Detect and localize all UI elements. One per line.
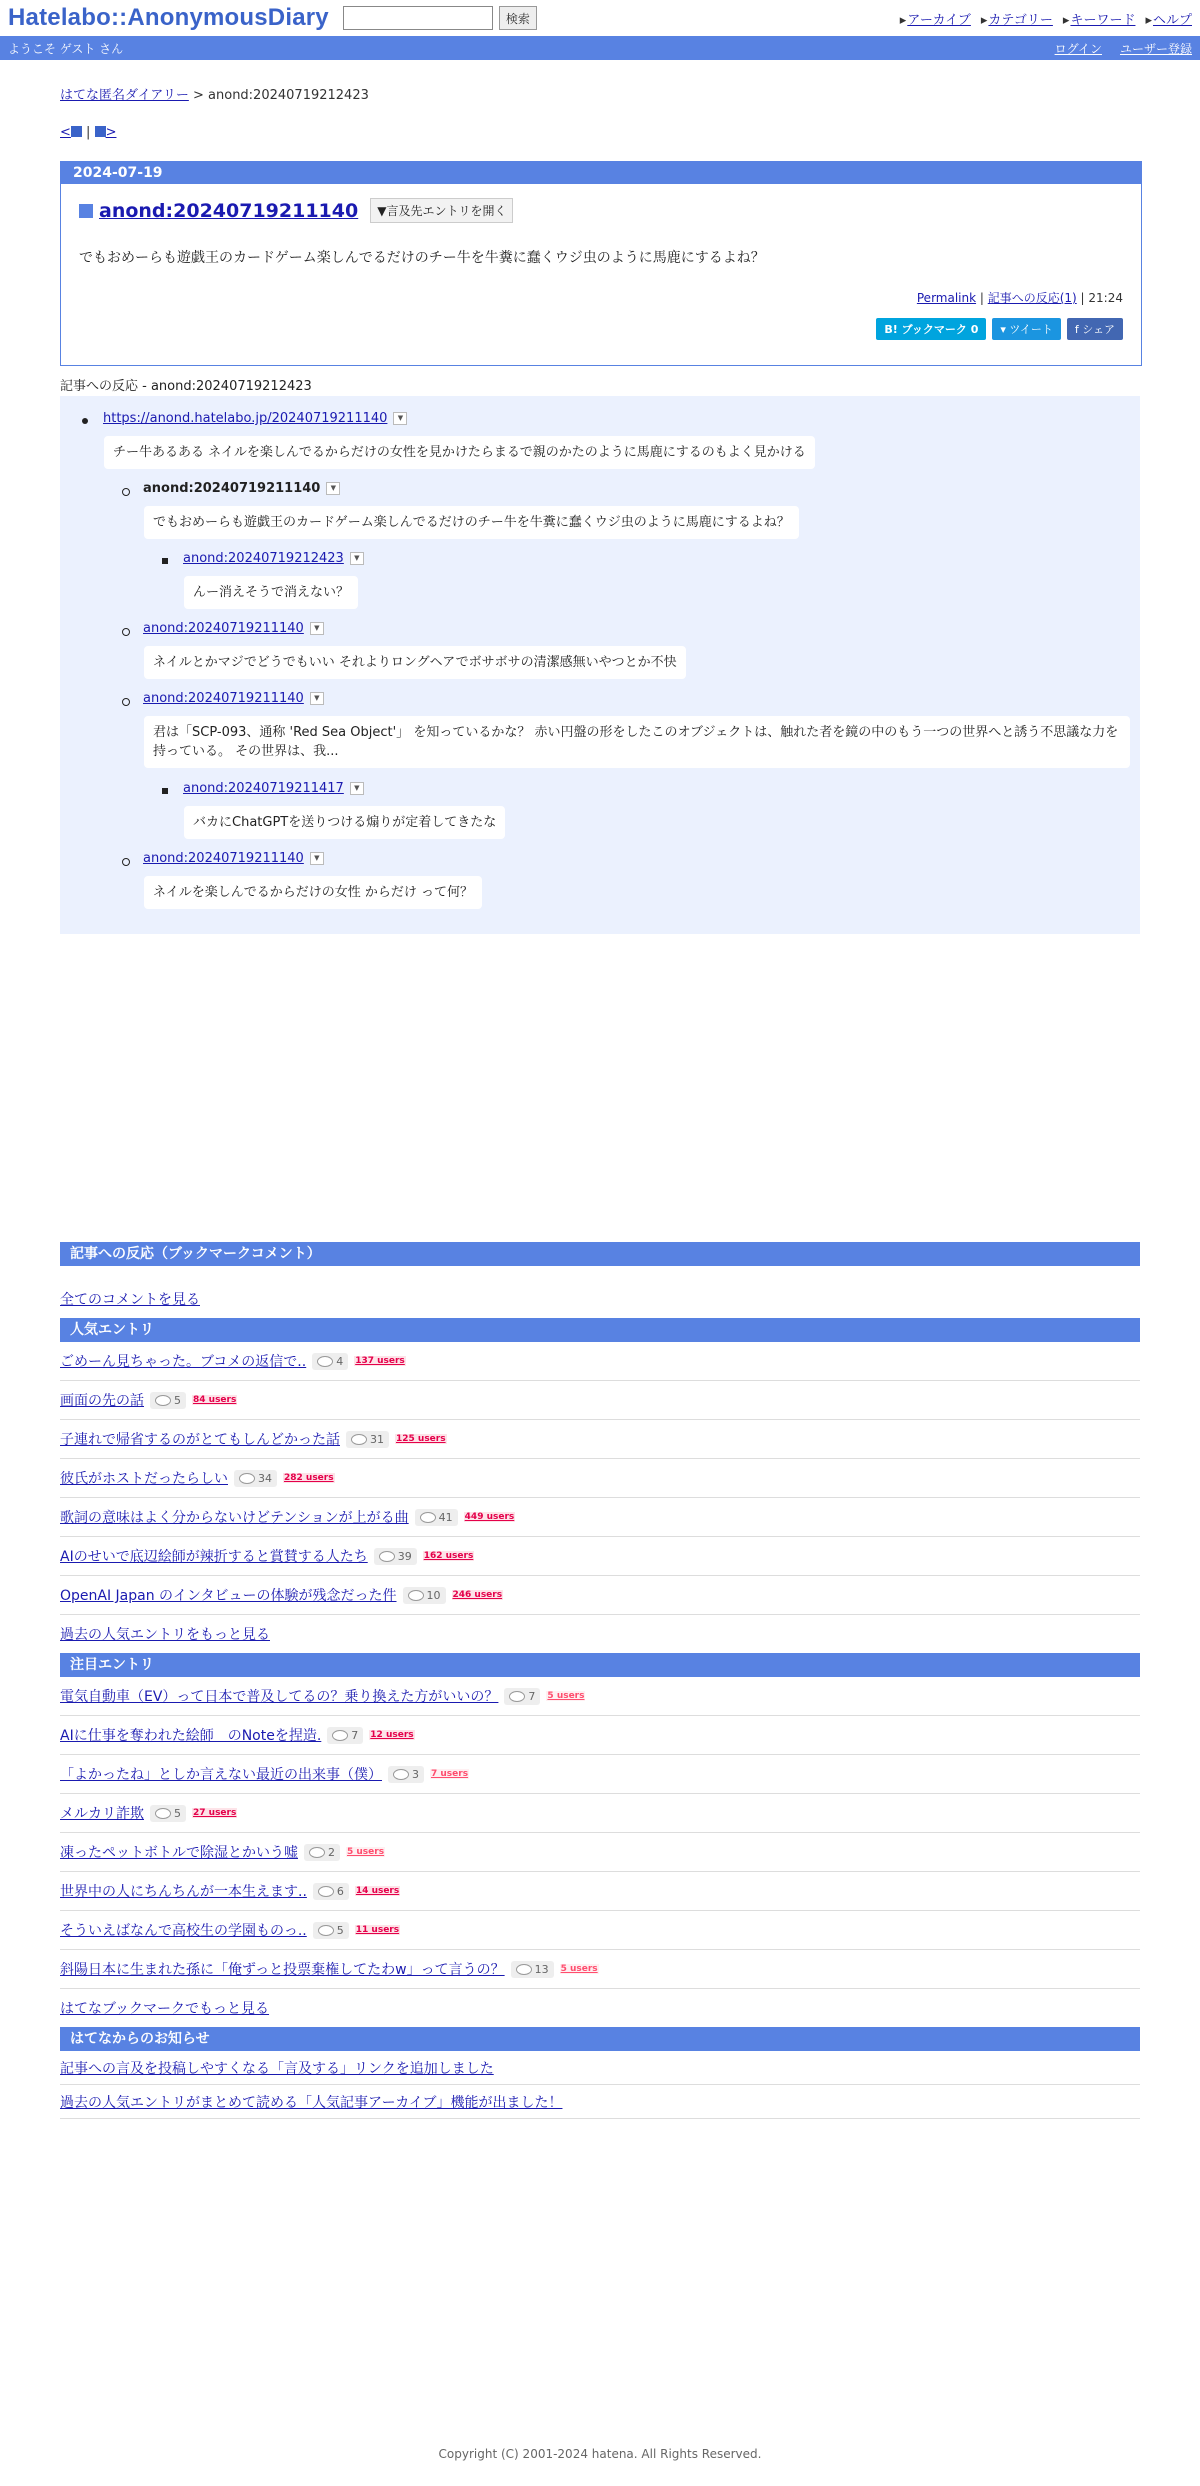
reaction-current-label: anond:20240719211140 bbox=[143, 481, 321, 496]
entry-list-item bbox=[60, 1381, 1140, 1420]
comment-bubble-icon bbox=[379, 1551, 395, 1562]
entry-list-link[interactable]: 彼氏がホストだったらしい bbox=[60, 1471, 228, 1487]
comment-count-value: 31 bbox=[370, 1432, 384, 1446]
bullet-circle bbox=[122, 628, 130, 636]
news-header: はてなからのお知らせ bbox=[60, 2027, 1140, 2051]
nav-help-link[interactable]: ▸ ヘルプ bbox=[1145, 9, 1192, 28]
reaction-item bbox=[143, 851, 324, 866]
entry-list-link[interactable]: AIに仕事を奪われた絵師 のNoteを捏造. bbox=[60, 1728, 322, 1744]
bullet-circle bbox=[122, 488, 130, 496]
entry-pager: < | > bbox=[60, 125, 117, 140]
reaction-link[interactable]: anond:20240719211140 bbox=[143, 621, 304, 636]
nav-keyword-link[interactable]: ▸ キーワード bbox=[1063, 9, 1136, 28]
comment-count-value: 13 bbox=[534, 1962, 549, 1976]
comment-count-value: 41 bbox=[438, 1510, 453, 1524]
comment-bubble-icon bbox=[420, 1512, 436, 1523]
nav-archive-link[interactable]: ▸ アーカイブ bbox=[900, 9, 971, 28]
comment-count[interactable] bbox=[312, 1353, 348, 1370]
prev-entry-link[interactable]: < bbox=[60, 125, 82, 140]
dropdown-icon[interactable]: ▼ bbox=[350, 782, 364, 795]
reaction-text: でもおめーらも遊戯王のカードゲーム楽しんでるだけのチー牛を牛糞に蠢くウジ虫のように馬鹿にするよね？ bbox=[144, 506, 799, 539]
entry-list-link[interactable]: OpenAI Japan のインタビューの体験が残念だった件 bbox=[60, 1588, 397, 1604]
entry-list-link[interactable]: ごめーん見ちゃった。ブコメの返信で.. bbox=[60, 1354, 307, 1370]
entry-list-item bbox=[60, 1537, 1140, 1576]
entry-box bbox=[60, 161, 1142, 366]
bullet-square bbox=[162, 558, 168, 564]
breadcrumb-home-link[interactable]: はてな匿名ダイアリー bbox=[60, 88, 189, 103]
entry-meta: Permalink | 記事への反応(1) | 21:24 bbox=[916, 291, 1123, 305]
comment-bubble-icon bbox=[351, 1434, 367, 1445]
entry-list-item bbox=[60, 1872, 1140, 1911]
entry-list-item bbox=[60, 1459, 1140, 1498]
comment-count[interactable] bbox=[511, 1961, 554, 1978]
tweet-button[interactable]: ▾ ツイート bbox=[992, 318, 1060, 340]
comment-count-value: 39 bbox=[397, 1549, 412, 1563]
entry-title-link[interactable]: anond:20240719211140 bbox=[99, 199, 359, 222]
comment-count-value: 10 bbox=[426, 1588, 441, 1602]
comment-count-value: 5 bbox=[174, 1393, 181, 1407]
bookmark-users-badge[interactable]: 11 users bbox=[355, 1925, 400, 1935]
comment-bubble-icon bbox=[318, 1925, 334, 1936]
dropdown-icon[interactable]: ▼ bbox=[393, 412, 407, 425]
comment-count[interactable] bbox=[403, 1587, 446, 1604]
all-comments-link[interactable]: 全てのコメントを見る bbox=[60, 1292, 200, 1308]
reaction-item bbox=[183, 781, 364, 796]
hatena-bookmark-button[interactable]: B! ブックマーク 0 bbox=[876, 318, 986, 340]
featured-entries-list bbox=[60, 1677, 1140, 1989]
comment-count[interactable] bbox=[150, 1392, 186, 1409]
entry-list-item bbox=[60, 1498, 1140, 1537]
comment-count[interactable] bbox=[504, 1688, 540, 1705]
comment-count[interactable] bbox=[234, 1470, 277, 1487]
permalink-link[interactable]: Permalink bbox=[916, 291, 977, 305]
reaction-item bbox=[183, 551, 364, 566]
comment-bubble-icon bbox=[155, 1395, 171, 1406]
bookmark-users-badge[interactable]: 137 users bbox=[355, 1356, 405, 1366]
reaction-text: 君は「SCP-093、通称 'Red Sea Object'」 を知っているかな？ 赤い円盤の形をしたこのオブジェクトは、触れた者を鏡の中のもう一つの世界へと誘う不思議な力を持っている。 その世界は、我... bbox=[144, 716, 1130, 768]
comment-bubble-icon bbox=[509, 1691, 525, 1702]
bullet-square bbox=[162, 788, 168, 794]
search-button[interactable]: 検索 bbox=[499, 6, 537, 30]
square-icon bbox=[79, 204, 93, 218]
comment-count-value: 6 bbox=[336, 1884, 344, 1898]
popular-entries-header: 人気エントリ bbox=[60, 1318, 1140, 1342]
entry-list-link[interactable]: 世界中の人にちんちんが一本生えます.. bbox=[60, 1884, 307, 1900]
entry-list-link[interactable]: メルカリ詐欺 bbox=[60, 1806, 144, 1822]
reaction-link[interactable]: https://anond.hatelabo.jp/20240719211140 bbox=[103, 411, 388, 426]
news-item bbox=[60, 2085, 1140, 2119]
square-icon bbox=[71, 126, 82, 137]
facebook-icon: f bbox=[1074, 323, 1083, 336]
featured-more-row bbox=[60, 1989, 1140, 2027]
top-nav bbox=[900, 9, 1192, 28]
entry-list-item bbox=[60, 1833, 1140, 1872]
welcome-text: ようこそ ゲスト さん bbox=[8, 41, 124, 56]
entry-time: 21:24 bbox=[1088, 291, 1123, 305]
entry-list-link[interactable]: 「よかったね」としか言えない最近の出来事（僕） bbox=[60, 1767, 382, 1783]
reaction-item bbox=[143, 621, 324, 636]
comment-bubble-icon bbox=[317, 1356, 333, 1367]
comment-count-value: 7 bbox=[351, 1728, 359, 1742]
dropdown-icon[interactable]: ▼ bbox=[310, 692, 324, 705]
bookmark-users-badge[interactable]: 5 users bbox=[547, 1691, 585, 1701]
open-reference-button[interactable]: ▼言及先エントリを開く bbox=[370, 198, 513, 223]
reaction-text: んー消えそうで消えない？ bbox=[184, 576, 358, 609]
reaction-text: チー牛あるある ネイルを楽しんでるからだけの女性を見かけたらまるで親のかたのように馬鹿にするのもよく見かける bbox=[104, 436, 815, 469]
news-link[interactable]: 過去の人気エントリがまとめて読める「人気記事アーカイブ」機能が出ました！ bbox=[60, 2094, 563, 2111]
comment-bubble-icon bbox=[155, 1808, 171, 1819]
entry-list-item bbox=[60, 1716, 1140, 1755]
bullet-circle bbox=[122, 858, 130, 866]
comment-count[interactable] bbox=[313, 1883, 349, 1900]
comment-count[interactable] bbox=[346, 1431, 389, 1448]
breadcrumb-separator: > bbox=[192, 88, 204, 103]
bookmark-users-badge[interactable]: 84 users bbox=[193, 1395, 237, 1405]
comment-count[interactable] bbox=[313, 1922, 349, 1939]
comment-count-value: 34 bbox=[258, 1471, 272, 1485]
comment-bubble-icon bbox=[309, 1847, 325, 1858]
share-buttons bbox=[61, 306, 1141, 356]
bookmark-users-badge[interactable]: 246 users bbox=[452, 1590, 503, 1600]
square-icon bbox=[95, 126, 106, 137]
comment-count[interactable] bbox=[415, 1509, 458, 1526]
bookmark-users-badge[interactable]: 5 users bbox=[560, 1964, 598, 1974]
comment-count-value: 5 bbox=[336, 1923, 344, 1937]
comment-count[interactable] bbox=[374, 1548, 417, 1565]
entry-date: 2024-07-19 bbox=[61, 162, 1141, 184]
entry-list-link[interactable]: そういえばなんで高校生の学園ものっ.. bbox=[60, 1923, 307, 1939]
reactions-link[interactable]: 記事への反応(1) bbox=[987, 291, 1077, 305]
dropdown-icon[interactable]: ▼ bbox=[310, 622, 324, 635]
comment-count-value: 2 bbox=[328, 1845, 335, 1859]
entry-list-item bbox=[60, 1677, 1140, 1716]
facebook-share-button[interactable]: f シェア bbox=[1067, 318, 1123, 340]
twitter-icon: ▾ bbox=[1000, 323, 1010, 336]
comment-count[interactable] bbox=[327, 1727, 363, 1744]
reaction-link[interactable]: anond:20240719211140 bbox=[143, 851, 304, 866]
entry-list-item bbox=[60, 1755, 1140, 1794]
entry-list-link[interactable]: 画面の先の話 bbox=[60, 1393, 144, 1409]
reaction-text: ネイルとかマジでどうでもいい それよりロングヘアでボサボサの清潔感無いやつとか不快 bbox=[144, 646, 686, 679]
next-entry-link[interactable]: > bbox=[95, 125, 117, 140]
entry-list-item bbox=[60, 1950, 1140, 1989]
bullet-disc bbox=[82, 418, 88, 424]
bookmark-users-badge[interactable]: 449 users bbox=[464, 1512, 515, 1522]
bookmark-users-badge[interactable]: 125 users bbox=[396, 1434, 446, 1444]
entry-list-item bbox=[60, 1911, 1140, 1950]
dropdown-icon[interactable]: ▼ bbox=[310, 852, 324, 865]
search-input[interactable] bbox=[343, 6, 493, 30]
bullet-circle bbox=[122, 698, 130, 706]
bookmark-users-badge[interactable]: 27 users bbox=[193, 1808, 237, 1818]
comment-bubble-icon bbox=[516, 1964, 532, 1975]
dropdown-icon[interactable]: ▼ bbox=[326, 482, 340, 495]
entry-list-link[interactable]: 電気自動車（EV）って日本で普及してるの？乗り換えた方がいいの？ bbox=[60, 1689, 499, 1705]
sidebar-sections bbox=[60, 1242, 1140, 2119]
bookmark-users-badge[interactable]: 7 users bbox=[431, 1769, 469, 1779]
nav-category-link[interactable]: ▸ カテゴリー bbox=[981, 9, 1053, 28]
popular-more-link[interactable]: 過去の人気エントリをもっと見る bbox=[60, 1627, 270, 1643]
bookmark-users-badge[interactable]: 282 users bbox=[284, 1473, 334, 1483]
bookmark-comments-header: 記事への反応（ブックマークコメント） bbox=[60, 1242, 1140, 1266]
bookmark-users-badge[interactable]: 162 users bbox=[423, 1551, 474, 1561]
reactions-header: 記事への反応 - anond:20240719212423 bbox=[60, 375, 1140, 397]
comment-count[interactable] bbox=[150, 1805, 186, 1822]
reaction-text: バカにChatGPTを送りつける煽りが定着してきたな bbox=[184, 806, 505, 839]
popular-more-row bbox=[60, 1615, 1140, 1653]
reactions-tree bbox=[60, 396, 1140, 934]
featured-entries-header: 注目エントリ bbox=[60, 1653, 1140, 1677]
comment-count-value: 7 bbox=[528, 1689, 536, 1703]
entry-list-link[interactable]: 凍ったペットボトルで除湿とかいう嘘 bbox=[60, 1845, 298, 1861]
entry-list-link[interactable]: 斜陽日本に生まれた孫に「俺ずっと投票棄権してたわw」って言うの？ bbox=[60, 1962, 505, 1978]
bookmark-users-badge[interactable]: 12 users bbox=[370, 1730, 414, 1740]
comment-count-value: 5 bbox=[174, 1806, 181, 1820]
reaction-text: ネイルを楽しんでるからだけの女性 からだけ って何？ bbox=[144, 876, 482, 909]
news-link[interactable]: 記事への言及を投稿しやすくなる「言及する」リンクを追加しました bbox=[60, 2060, 494, 2077]
entry-list-item bbox=[60, 1420, 1140, 1459]
user-bar bbox=[0, 36, 1200, 60]
comment-bubble-icon bbox=[393, 1769, 409, 1780]
reaction-link[interactable]: anond:20240719211417 bbox=[183, 781, 344, 796]
dropdown-icon[interactable]: ▼ bbox=[350, 552, 364, 565]
login-link[interactable]: ログイン bbox=[1054, 41, 1102, 56]
bookmark-users-badge[interactable]: 5 users bbox=[347, 1847, 385, 1857]
reaction-link[interactable]: anond:20240719212423 bbox=[183, 551, 344, 566]
entry-list-item bbox=[60, 1794, 1140, 1833]
all-comments-row bbox=[60, 1266, 1140, 1318]
register-link[interactable]: ユーザー登録 bbox=[1119, 41, 1192, 56]
comment-count-value: 4 bbox=[336, 1354, 344, 1368]
popular-entries-list bbox=[60, 1342, 1140, 1615]
breadcrumb-current: anond:20240719212423 bbox=[208, 88, 369, 103]
comment-bubble-icon bbox=[332, 1730, 348, 1741]
comment-bubble-icon bbox=[318, 1886, 334, 1897]
comment-bubble-icon bbox=[239, 1473, 255, 1484]
featured-more-link[interactable]: はてなブックマークでもっと見る bbox=[60, 2001, 270, 2017]
bookmark-users-badge[interactable]: 14 users bbox=[355, 1886, 400, 1896]
comment-count[interactable] bbox=[388, 1766, 424, 1783]
entry-list-link[interactable]: AIのせいで底辺絵師が辣折すると賞賛する人たち bbox=[60, 1549, 368, 1565]
reaction-item-current bbox=[143, 481, 340, 496]
comment-count[interactable] bbox=[304, 1844, 340, 1861]
breadcrumb bbox=[60, 84, 1140, 103]
entry-list-item bbox=[60, 1576, 1140, 1615]
reaction-item bbox=[143, 691, 324, 706]
entry-list-item bbox=[60, 1342, 1140, 1381]
footer-copyright: Copyright (C) 2001-2024 hatena. All Rights Reserved. bbox=[438, 2447, 762, 2461]
entry-list-link[interactable]: 歌詞の意味はよく分からないけどテンションが上がる曲 bbox=[60, 1510, 409, 1526]
entry-body: でもおめーらも遊戯王のカードゲーム楽しんでるだけのチー牛を牛糞に蠢くウジ虫のように馬鹿にするよね？ bbox=[79, 250, 765, 266]
site-logo[interactable]: Hatelabo::AnonymousDiary bbox=[8, 4, 329, 31]
reaction-link[interactable]: anond:20240719211140 bbox=[143, 691, 304, 706]
entry-list-link[interactable]: 子連れで帰省するのがとてもしんどかった話 bbox=[60, 1432, 340, 1448]
top-header bbox=[0, 0, 1200, 36]
reaction-item bbox=[103, 411, 407, 426]
comment-count-value: 3 bbox=[412, 1767, 419, 1781]
comment-bubble-icon bbox=[408, 1590, 424, 1601]
news-item bbox=[60, 2051, 1140, 2085]
